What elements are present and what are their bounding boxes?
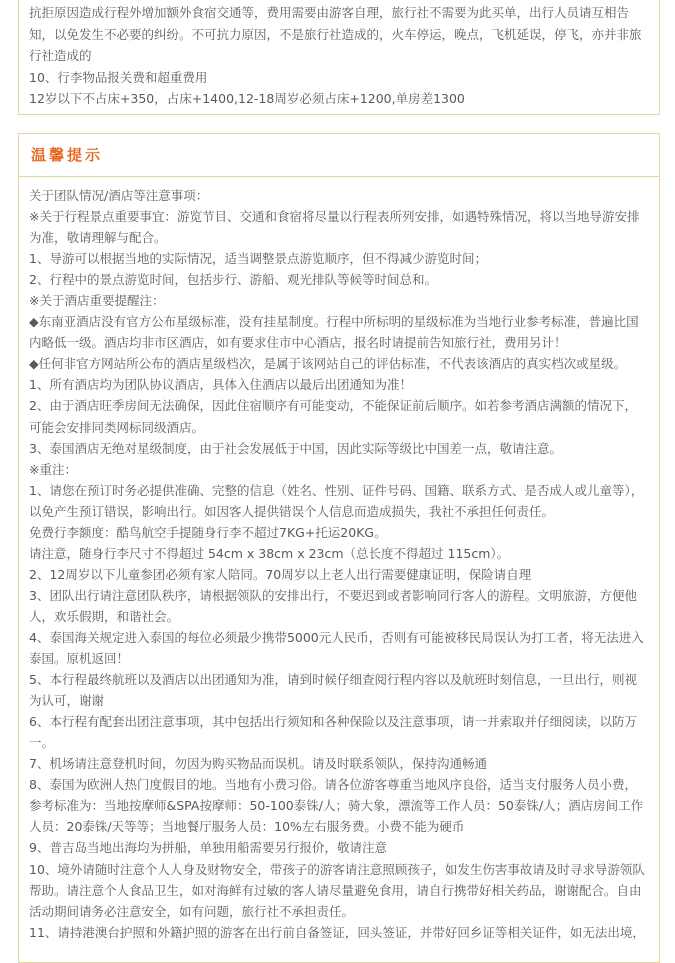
paragraph: 2、由于酒店旺季房间无法确保，因此住宿顺序有可能变动，不能保证前后顺序。如若参考酒店满额的情况下，可能会安排同类网标同级酒店。 [29, 398, 637, 435]
paragraph: 2、行程中的景点游览时间，包括步行、游船、观光排队等候等时间总和。 [29, 272, 437, 288]
paragraph: 3、团队出行请注意团队秩序，请根据领队的安排出行，不要迟到或者影响同行客人的游程。文明旅游，方便他人，欢乐假期，和谐社会。 [29, 587, 637, 624]
tips-header [19, 134, 659, 177]
fee-notes-section [18, 0, 660, 115]
fee-notes-content [19, 0, 659, 110]
paragraph: ※重注： [29, 461, 77, 477]
paragraph: 抗拒原因造成行程外增加额外食宿交通等，费用需要由游客自理，旅行社不需要为此买单，出行人员请互相告知，以免发生不必要的纠纷。不可抗力原因，不是旅行社造成的，火车停运，晚点，飞机延误，停飞，亦并非旅行社造成的 [29, 5, 642, 63]
paragraph: 免费行李额度：酷鸟航空手提随身行李不超过7KG+托运20KG。 [29, 524, 387, 540]
paragraph: ◆东南亚酒店没有官方公布星级标准，没有挂星制度。行程中所标明的星级标准为当地行业参考标准，普遍比国内略低一级。酒店均非市区酒店，如有要求住市中心酒店，报名时请提前告知旅行社，费用另计！ [29, 314, 639, 351]
paragraph: 10、行李物品报关费和超重费用 [29, 69, 208, 85]
paragraph: 2、12周岁以下儿童参团必须有家人陪同。70周岁以上老人出行需要健康证明，保险请自理 [29, 566, 532, 582]
paragraph: 1、所有酒店均为团队协议酒店，具体入住酒店以最后出团通知为准！ [29, 377, 412, 393]
paragraph: 关于团队情况/酒店等注意事项： [29, 188, 209, 203]
paragraph: 6、本行程有配套出团注意事项，其中包括出行须知和各种保险以及注意事项，请一并索取并仔细阅读，以防万一。 [29, 714, 637, 751]
paragraph: 1、导游可以根据当地的实际情况，适当调整景点游览顺序，但不得减少游览时间； [29, 251, 487, 267]
section-title: 温馨提示 [31, 146, 104, 164]
paragraph: 9、普吉岛当地出海均为拼船，单独用船需要另行报价，敬请注意 [29, 840, 387, 856]
paragraph: 请注意，随身行李尺寸不得超过 54cm x 38cm x 23cm（总长度不得超过 115cm）。 [29, 545, 510, 561]
paragraph: 11、请持港澳台护照和外籍护照的游客在出行前自备签证，回头签证，并带好回乡证等相关证件，如无法出境， [29, 924, 645, 940]
paragraph: 4、泰国海关规定进入泰国的每位必须最少携带5000元人民币，否则有可能被移民局误认为打工者，将无法进入泰国。原机返回！ [29, 629, 644, 667]
paragraph: 7、机场请注意登机时间，勿因为购买物品而误机。请及时联系领队，保持沟通畅通 [29, 756, 487, 772]
paragraph: 10、境外请随时注意个人人身及财物安全，带孩子的游客请注意照顾孩子，如发生伤害事故请及时寻求导游领队帮助。请注意个人食品卫生，如对海鲜有过敏的客人请尽量避免食用，请自行携带好相关药品，谢谢配合。自由活动期间请务必注意安全，如有问题，旅行社不承担责任。 [29, 861, 645, 919]
paragraph: 3、泰国酒店无绝对星级制度，由于社会发展低于中国，因此实际等级比中国差一点，敬请注意。 [29, 440, 562, 456]
paragraph: ※关于行程景点重要事宜：游览节目、交通和食宿将尽量以行程表所列安排，如遇特殊情况，将以当地导游安排为准，敬请理解与配合。 [29, 209, 640, 246]
paragraph: ※关于酒店重要提醒注： [29, 293, 165, 309]
tips-section [18, 133, 660, 963]
paragraph: 12岁以下不占床+350，占床+1400,12-18周岁必须占床+1200,单房差1300 [29, 91, 465, 106]
paragraph: 1、请您在预订时务必提供准确、完整的信息（姓名、性别、证件号码、国籍、联系方式、是否成人或儿童等），以免产生预订错误，影响出行。如因客人提供错误个人信息而造成损失，我社不承担任何责任。 [29, 482, 644, 519]
paragraph: 5、本行程最终航班以及酒店以出团通知为准，请到时候仔细查阅行程内容以及航班时刻信息，一旦出行，则视为认可，谢谢 [29, 672, 637, 709]
paragraph: ◆任何非官方网站所公布的酒店星级档次，是属于该网站自己的评估标准，不代表该酒店的真实档次或星级。 [29, 356, 627, 372]
paragraph: 8、泰国为欧洲人热门度假目的地。当地有小费习俗。请各位游客尊重当地风序良俗，适当支付服务人员小费，参考标准为：当地按摩师&SPA按摩师：50-100泰铢/人；骑大象，漂流等工作人员：50泰铢/人；酒店房间工作人员：20泰铢/天等等；当地餐厅服务人员：10%左右服务费。小费不能为硬币 [29, 777, 644, 835]
tips-content [19, 177, 659, 943]
